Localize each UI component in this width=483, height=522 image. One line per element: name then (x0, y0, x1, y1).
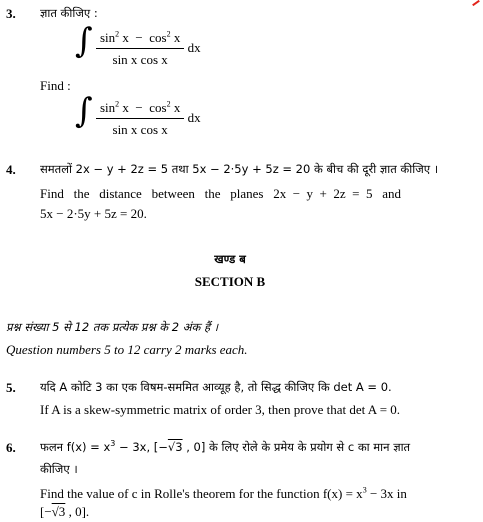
integral-fraction: $\frac{\sin^2 x - \cos^2 x}{\text{sin x cos x}}$ (96, 30, 184, 68)
sqrt3: √3 (167, 440, 183, 454)
integral-sign: ∫ (75, 91, 93, 131)
sqrt3: √3 (51, 504, 66, 519)
question-number-5: 5. (6, 380, 16, 395)
section-note-hindi: प्रश्न संख्या 5 से 12 तक प्रत्येक प्रश्न के 2 अंक हैं । (6, 320, 219, 334)
q3-integral-hindi (75, 21, 201, 68)
q5-english-text: If A is a skew-symmetric matrix of order 3, then prove that det A = 0. (40, 402, 401, 417)
question-number-6: 6. (6, 440, 16, 455)
q4-hindi-text: समतलों 2x − y + 2z = 5 तथा 5x − 2·5y + 5z = 20 के बीच की दूरी ज्ञात कीजिए । (40, 162, 439, 176)
red-mark (468, 2, 480, 12)
integral-dx: dx (187, 110, 201, 125)
integral-dx: dx (187, 40, 201, 55)
q6-hindi-line2: कीजिए । (40, 462, 78, 476)
question-number-3: 3. (6, 6, 16, 21)
integral-sign: ∫ (75, 21, 93, 61)
q6-english-line1: Find the value of c in Rolle's theorem for the function $f(x) = x^3 - 3x$ in (40, 485, 407, 501)
section-title-hindi: खण्ड ब (214, 252, 246, 266)
q3-integral-english (75, 91, 201, 138)
q4-english-line1: Find the distance between the planes 2x − y + 2z = 5 and (40, 186, 402, 201)
q6-english-line2: [−√3 , 0]. (40, 504, 90, 519)
q3-english-label: Find : (40, 78, 71, 93)
question-number-4: 4. (6, 162, 16, 177)
q4-english-line2: 5x − 2·5y + 5z = 20. (40, 206, 147, 221)
q6-hindi-line1: फलन $f(x) = x^3 - 3x$, [−√3 , 0] के लिए रोले के प्रमेय के प्रयोग से c का मान ज्ञात (40, 439, 411, 454)
q5-hindi-text: यदि A कोटि 3 का एक विषम-सममित आव्यूह है, तो सिद्ध कीजिए कि det A = 0. (40, 380, 392, 394)
section-title-english: SECTION B (194, 274, 266, 289)
integral-fraction: $\frac{\sin^2 x - \cos^2 x}{\text{sin x cos x}}$ (96, 100, 184, 138)
q3-hindi-text: ज्ञात कीजिए : (40, 6, 98, 20)
section-note-english: Question numbers 5 to 12 carry 2 marks each. (6, 342, 248, 357)
